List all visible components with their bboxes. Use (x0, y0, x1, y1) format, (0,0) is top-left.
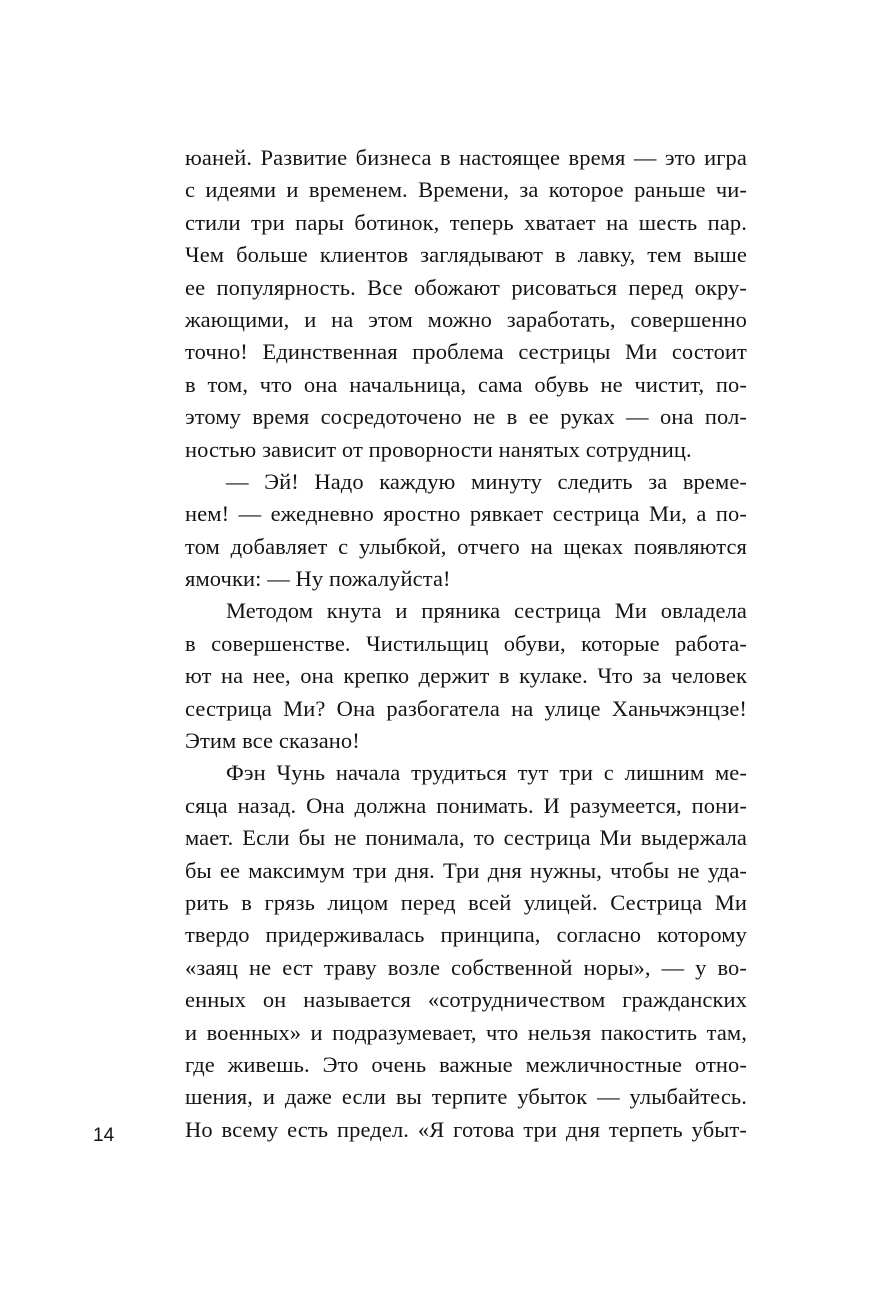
text-line: в том, что она начальница, сама обувь не чистит, по- (185, 371, 747, 397)
page-number: 14 (93, 1125, 115, 1146)
body-text (185, 142, 747, 1146)
text-line: жающими, и на этом можно заработать, совершенно (185, 306, 747, 332)
text-line: бы ее максимум три дня. Три дня нужны, чтобы не уда- (185, 857, 747, 883)
text-line: в совершенстве. Чистильщиц обуви, которые работа- (185, 630, 747, 656)
text-line: том добавляет с улыбкой, отчего на щеках появляются (185, 533, 747, 559)
text-line: Фэн Чунь начала трудиться тут три с лишним ме- (226, 760, 747, 786)
text-line: где живешь. Это очень важные межличностные отно- (185, 1051, 747, 1077)
text-line: нем! — ежедневно яростно рявкает сестрица Ми, а по- (185, 501, 747, 527)
text-line: Но всему есть предел. «Я готова три дня терпеть убыт- (185, 1116, 747, 1142)
text-line: сестрица Ми? Она разбогатела на улице Ханьчжэнцзе! (185, 695, 747, 721)
text-line: Чем больше клиентов заглядывают в лавку, тем выше (185, 242, 747, 268)
text-line: этому время сосредоточено не в ее руках — она пол- (185, 404, 747, 430)
text-line: «заяц не ест траву возле собственной норы», — у во- (185, 954, 747, 980)
text-line: мает. Если бы не понимала, то сестрица Ми выдержала (185, 825, 747, 851)
text-line: Методом кнута и пряника сестрица Ми овладела (226, 598, 747, 624)
text-line: ют на нее, она крепко держит в кулаке. Что за человек (185, 663, 747, 689)
text-line: и военных» и подразумевает, что нельзя пакостить там, (185, 1019, 747, 1045)
text-line: стили три пары ботинок, теперь хватает на шесть пар. (185, 209, 747, 235)
text-line: шения, и даже если вы терпите убыток — улыбайтесь. (185, 1084, 747, 1110)
text-line: с идеями и временем. Времени, за которое раньше чи- (185, 177, 747, 203)
text-line: сяца назад. Она должна понимать. И разумеется, пони- (185, 792, 747, 818)
text-line: енных он называется «сотрудничеством гражданских (185, 987, 747, 1013)
text-line: — Эй! Надо каждую минуту следить за време- (226, 468, 747, 494)
text-line: точно! Единственная проблема сестрицы Ми состоит (185, 339, 747, 365)
text-line: ностью зависит от проворности нанятых сотрудниц. (185, 436, 692, 462)
text-line: Этим все сказано! (185, 728, 360, 754)
text-line: рить в грязь лицом перед всей улицей. Сестрица Ми (185, 889, 747, 915)
text-line: ее популярность. Все обожают рисоваться перед окру- (185, 274, 747, 300)
text-line: твердо придерживалась принципа, согласно которому (185, 922, 747, 948)
text-line: ямочки: — Ну пожалуйста! (185, 566, 451, 592)
text-line: юаней. Развитие бизнеса в настоящее время — это игра (185, 145, 747, 170)
